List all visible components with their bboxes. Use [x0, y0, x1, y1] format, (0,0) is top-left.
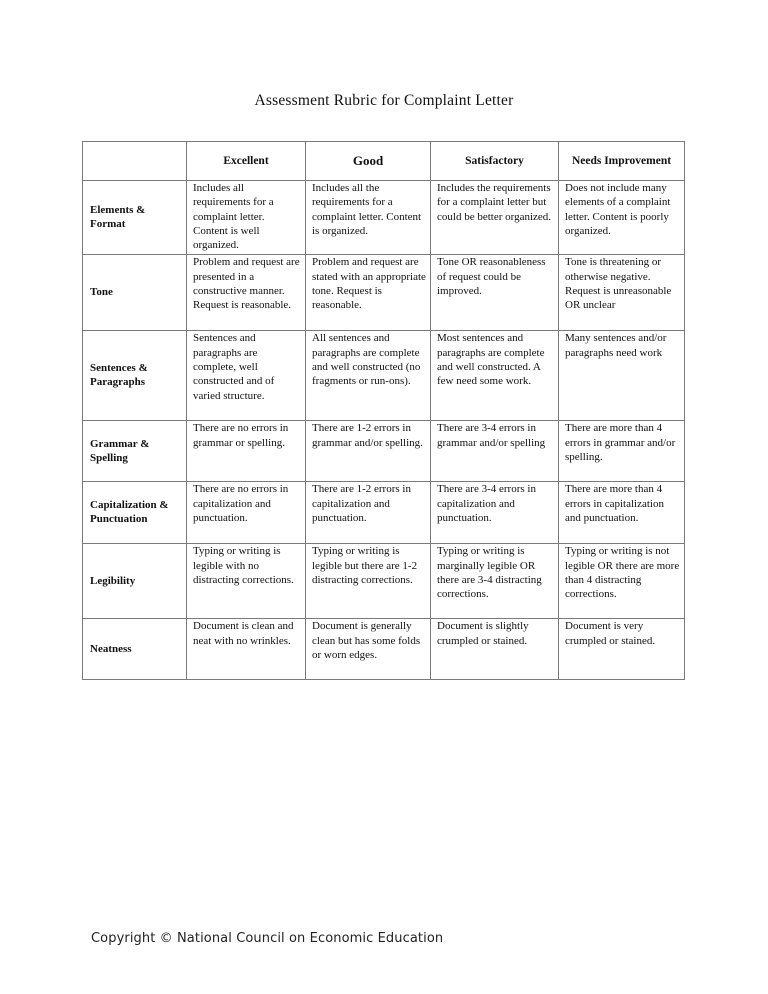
- rubric-cell: Typing or writing is legible with no distracting corrections.: [187, 544, 306, 619]
- criterion-label: Elements & Format: [83, 181, 187, 255]
- column-header-good: Good: [306, 142, 431, 181]
- rubric-cell: There are more than 4 errors in grammar and/or spelling.: [559, 421, 685, 482]
- rubric-cell: There are 1-2 errors in grammar and/or spelling.: [306, 421, 431, 482]
- criterion-label: Capitalization & Punctuation: [83, 482, 187, 544]
- rubric-cell: There are no errors in grammar or spelling.: [187, 421, 306, 482]
- header-row: [83, 142, 685, 181]
- rubric-cell: Most sentences and paragraphs are complete and well constructed. A few need some work.: [431, 331, 559, 421]
- table-row: [83, 331, 685, 421]
- rubric-cell: Document is slightly crumpled or stained.: [431, 619, 559, 680]
- rubric-cell: Document is very crumpled or stained.: [559, 619, 685, 680]
- rubric-cell: Tone is threatening or otherwise negative. Request is unreasonable OR unclear: [559, 255, 685, 331]
- rubric-cell: There are more than 4 errors in capitalization and punctuation.: [559, 482, 685, 544]
- rubric-cell: Typing or writing is marginally legible OR there are 3-4 distracting corrections.: [431, 544, 559, 619]
- criterion-label: Sentences & Paragraphs: [83, 331, 187, 421]
- criterion-label: Grammar & Spelling: [83, 421, 187, 482]
- criterion-label: Legibility: [83, 544, 187, 619]
- rubric-cell: Document is clean and neat with no wrinkles.: [187, 619, 306, 680]
- rubric-cell: Sentences and paragraphs are complete, well constructed and of varied structure.: [187, 331, 306, 421]
- rubric-cell: Problem and request are presented in a constructive manner. Request is reasonable.: [187, 255, 306, 331]
- table-row: [83, 255, 685, 331]
- rubric-table: [82, 141, 685, 680]
- rubric-cell: All sentences and paragraphs are complete and well constructed (no fragments or run-ons).: [306, 331, 431, 421]
- column-header-needs-improvement: Needs Improvement: [559, 142, 685, 181]
- copyright-footer: Copyright © National Council on Economic Education: [91, 931, 444, 946]
- rubric-cell: Document is generally clean but has some folds or worn edges.: [306, 619, 431, 680]
- rubric-cell: Includes all requirements for a complaint letter. Content is well organized.: [187, 181, 306, 255]
- column-header-satisfactory: Satisfactory: [431, 142, 559, 181]
- criterion-label: Tone: [83, 255, 187, 331]
- rubric-cell: Many sentences and/or paragraphs need work: [559, 331, 685, 421]
- rubric-cell: There are 3-4 errors in grammar and/or spelling: [431, 421, 559, 482]
- rubric-cell: Typing or writing is not legible OR there are more than 4 distracting corrections.: [559, 544, 685, 619]
- criterion-label: Neatness: [83, 619, 187, 680]
- rubric-cell: Includes all the requirements for a complaint letter. Content is organized.: [306, 181, 431, 255]
- column-header-excellent: Excellent: [187, 142, 306, 181]
- document-title: Assessment Rubric for Complaint Letter: [254, 92, 514, 109]
- rubric-cell: Includes the requirements for a complaint letter but could be better organized.: [431, 181, 559, 255]
- rubric-cell: Tone OR reasonableness of request could be improved.: [431, 255, 559, 331]
- table-row: [83, 619, 685, 680]
- corner-cell: [83, 142, 187, 181]
- rubric-cell: Does not include many elements of a complaint letter. Content is poorly organized.: [559, 181, 685, 255]
- table-row: [83, 482, 685, 544]
- rubric-cell: There are 3-4 errors in capitalization and punctuation.: [431, 482, 559, 544]
- table-row: [83, 421, 685, 482]
- rubric-cell: There are no errors in capitalization and punctuation.: [187, 482, 306, 544]
- rubric-cell: Typing or writing is legible but there are 1-2 distracting corrections.: [306, 544, 431, 619]
- rubric-cell: Problem and request are stated with an appropriate tone. Request is reasonable.: [306, 255, 431, 331]
- table-row: [83, 181, 685, 255]
- rubric-cell: There are 1-2 errors in capitalization and punctuation.: [306, 482, 431, 544]
- table-row: [83, 544, 685, 619]
